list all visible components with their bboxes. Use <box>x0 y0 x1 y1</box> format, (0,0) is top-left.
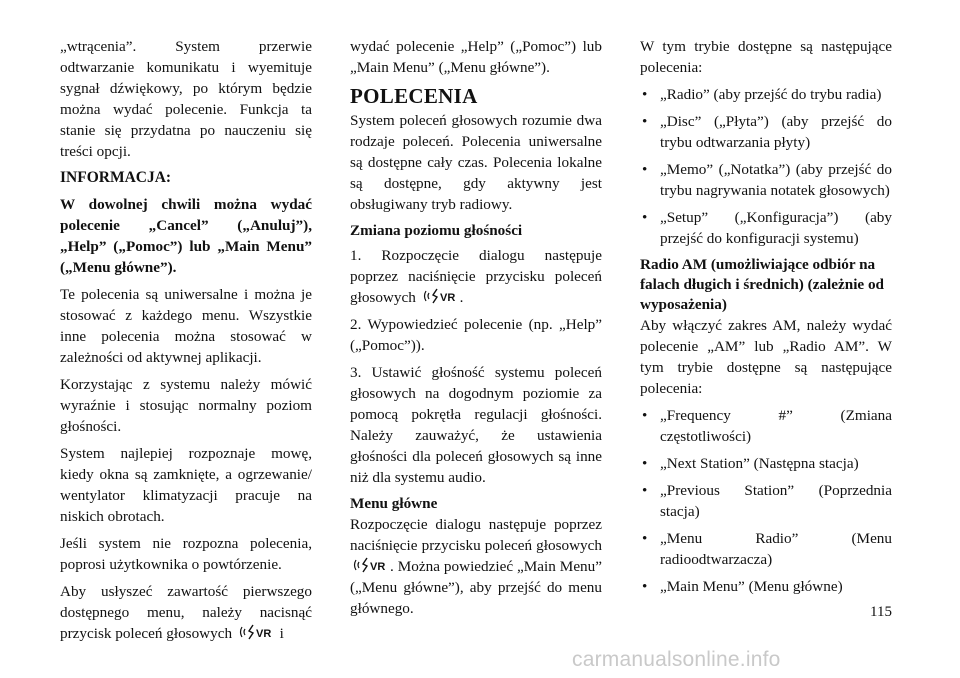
list-item: • „Menu Radio” (Menu radioodtwarzacza) <box>642 530 892 568</box>
list-item: • „Frequency #” (Zmiana częstotliwości) <box>642 407 892 445</box>
page-number: 115 <box>870 604 892 620</box>
voice-icon-label: VR <box>439 292 455 304</box>
list-item: • „Disc” („Płyta”) (aby przejść do trybu odtwarzania płyty) <box>642 113 892 151</box>
step-1 <box>350 245 602 308</box>
bullet: • <box>642 482 648 499</box>
subheading-volume: Zmiana poziomu głośności <box>350 222 523 239</box>
column-right <box>640 36 892 603</box>
section-heading: POLECENIA <box>350 84 478 108</box>
voice-command-icon <box>238 624 274 640</box>
step-3: 3. Ustawić głośność systemu poleceń głosowych na dogodnym poziomie za pomocą pokrętła regulacji głośności. Należy zauważyć, że ustawienia głośności dla poleceń głosowych są inne niż dla systemu audio. <box>350 364 602 486</box>
paragraph <box>60 581 312 644</box>
list-item: • „Memo” („Notatka”) (aby przejść do trybu nagrywania notatek głosowych) <box>642 161 892 199</box>
bullet: • <box>642 455 648 472</box>
bullet: • <box>642 578 648 595</box>
info-heading: INFORMACJA: <box>60 169 172 186</box>
voice-icon-label: VR <box>370 561 386 573</box>
paragraph: W tym trybie dostępne są następujące polecenia: <box>640 38 892 76</box>
command-list-am <box>640 405 892 597</box>
voice-command-icon <box>422 288 458 304</box>
watermark: carmanualsonline.info <box>572 648 781 671</box>
paragraph: wydać polecenie „Help” („Pomoc”) lub „Main Menu” („Menu główne”). <box>350 38 602 76</box>
list-item: • „Radio” (aby przejść do trybu radia) <box>642 86 882 103</box>
subheading-main-menu: Menu główne <box>350 495 438 512</box>
subheading-am-radio: Radio AM (umożliwiające odbiór na falach długich i średnich) (zależnie od wyposażenia) <box>640 256 884 313</box>
paragraph: Jeśli system nie rozpozna polecenia, poprosi użytkownika o powtórzenie. <box>60 535 312 573</box>
paragraph: „wtrącenia”. System przerwie odtwarzanie komunikatu i wyemituje sygnał dźwiękowy, po którym będzie można wydać polecenie. Funkcja ta stanie się przydatna po nauczeniu się treści opcji. <box>60 38 312 160</box>
bullet: • <box>642 113 648 130</box>
step-2: 2. Wypowiedzieć polecenie (np. „Help” („Pomoc”)). <box>350 316 602 354</box>
paragraph-text: Rozpoczęcie dialogu następuje poprzez naciśnięcie przycisku poleceń głosowych <box>350 516 602 554</box>
list-item: • „Main Menu” (Menu główne) <box>642 578 843 595</box>
list-item: • „Next Station” (Następna stacja) <box>642 455 859 472</box>
step-text: 1. Rozpoczęcie dialogu następuje poprzez naciśnięcie przycisku poleceń głosowych <box>350 247 602 306</box>
column-middle <box>350 36 602 625</box>
bullet: • <box>642 209 648 226</box>
paragraph: System poleceń głosowych rozumie dwa rodzaje poleceń. Polecenia uniwersalne są dostępne cały czas. Polecenia lokalne są dostępne, gdy aktywny jest obsługiwany tryb radiowy. <box>350 112 602 213</box>
paragraph-text: i <box>279 625 284 642</box>
bullet: • <box>642 161 648 178</box>
paragraph-text: Aby usłyszeć zawartość pierwszego dostępnego menu, należy nacisnąć przycisk poleceń głosowych <box>60 583 312 642</box>
list-item: • „Setup” („Konfiguracja”) (aby przejść do konfiguracji systemu) <box>642 209 892 247</box>
paragraph <box>350 514 602 619</box>
bullet: • <box>642 86 648 103</box>
bold-note: W dowolnej chwili można wydać polecenie „Cancel” („Anuluj”), „Help” („Pomoc”) lub „Main Menu” („Menu główne”). <box>60 196 312 276</box>
command-list-modes <box>640 84 892 249</box>
voice-command-icon <box>352 557 388 573</box>
column-left <box>60 36 312 650</box>
step-text: . <box>459 289 464 306</box>
paragraph: Te polecenia są uniwersalne i można je stosować z każdego menu. Wszystkie inne polecenia można stosować w zależności od aktywnej aplikacji. <box>60 286 312 366</box>
paragraph: System najlepiej rozpoznaje mowę, kiedy okna są zamknięte, a ogrzewanie/ wentylator klimatyzacji pracuje na niskich obrotach. <box>60 445 312 525</box>
paragraph: Aby włączyć zakres AM, należy wydać polecenie „AM” lub „Radio AM”. W tym trybie dostępne są następujące polecenia: <box>640 317 892 397</box>
bullet: • <box>642 407 648 424</box>
voice-icon-label: VR <box>255 628 272 640</box>
bullet: • <box>642 530 648 547</box>
paragraph: Korzystając z systemu należy mówić wyraźnie i stosując normalny poziom głośności. <box>60 376 312 435</box>
paragraph-text: . Można powiedzieć „Main Menu” („Menu główne”), aby przejść do menu głównego. <box>350 558 602 617</box>
list-item: • „Previous Station” (Poprzednia stacja) <box>642 482 892 520</box>
